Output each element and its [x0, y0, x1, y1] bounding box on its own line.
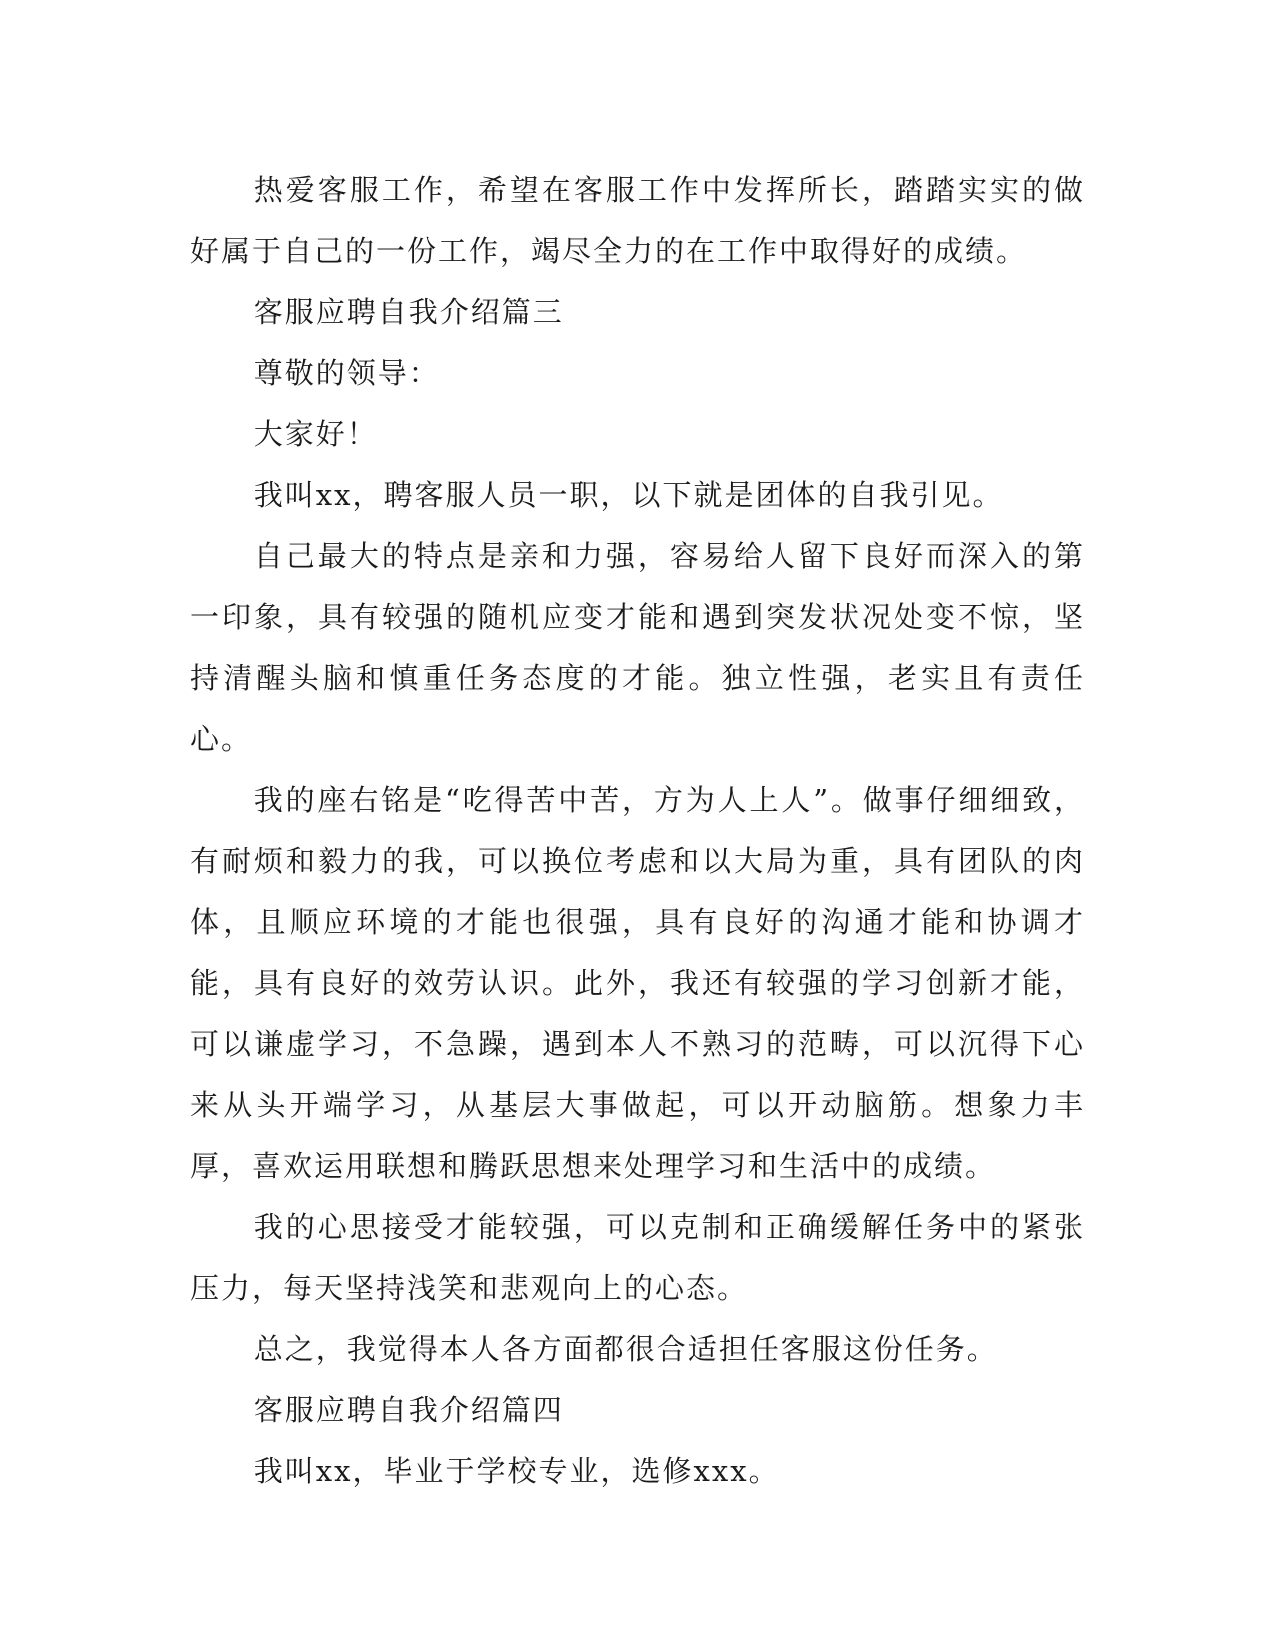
salutation: 尊敬的领导：: [253, 356, 440, 390]
paragraph-motto: 我的座右铭是“吃得苦中苦，方为人上人”。做事仔细细致，有耐烦和毅力的我，可以换位考虑和以大局为重，具有团队的肉体，且顺应环境的才能也很强，具有良好的沟通才能和协调才能，具有良好的效劳认识。此外，我还有较强的学习创新才能，可以谦虚学习，不急躁，遇到本人不熟习的范畴，可以沉得下心来从头开端学习，从基层大事做起，可以开动脑筋。想象力丰厚，喜欢运用联想和腾跃思想来处理学习和生活中的成绩。: [190, 783, 1085, 1183]
section-heading-3: 客服应聘自我介绍篇三: [253, 295, 564, 329]
paragraph-mindset: 我的心思接受才能较强，可以克制和正确缓解任务中的紧张压力，每天坚持浅笑和悲观向上的心态。: [190, 1210, 1085, 1305]
document-body: [190, 160, 1085, 1502]
section-heading-4: 客服应聘自我介绍篇四: [253, 1393, 564, 1427]
paragraph-traits: 自己最大的特点是亲和力强，容易给人留下良好而深入的第一印象，具有较强的随机应变才能和遇到突发状况处变不惊，坚持清醒头脑和慎重任务态度的才能。独立性强，老实且有责任心。: [190, 539, 1085, 756]
greeting: 大家好！: [253, 417, 378, 451]
paragraph-intro-end: 热爱客服工作，希望在客服工作中发挥所长，踏踏实实的做好属于自己的一份工作，竭尽全力的在工作中取得好的成绩。: [190, 173, 1085, 268]
paragraph-conclusion: 总之，我觉得本人各方面都很合适担任客服这份任务。: [253, 1332, 998, 1366]
paragraph-education: 我叫xx，毕业于学校专业，选修xxx。: [253, 1454, 780, 1488]
paragraph-name: 我叫xx，聘客服人员一职，以下就是团体的自我引见。: [253, 478, 1004, 512]
